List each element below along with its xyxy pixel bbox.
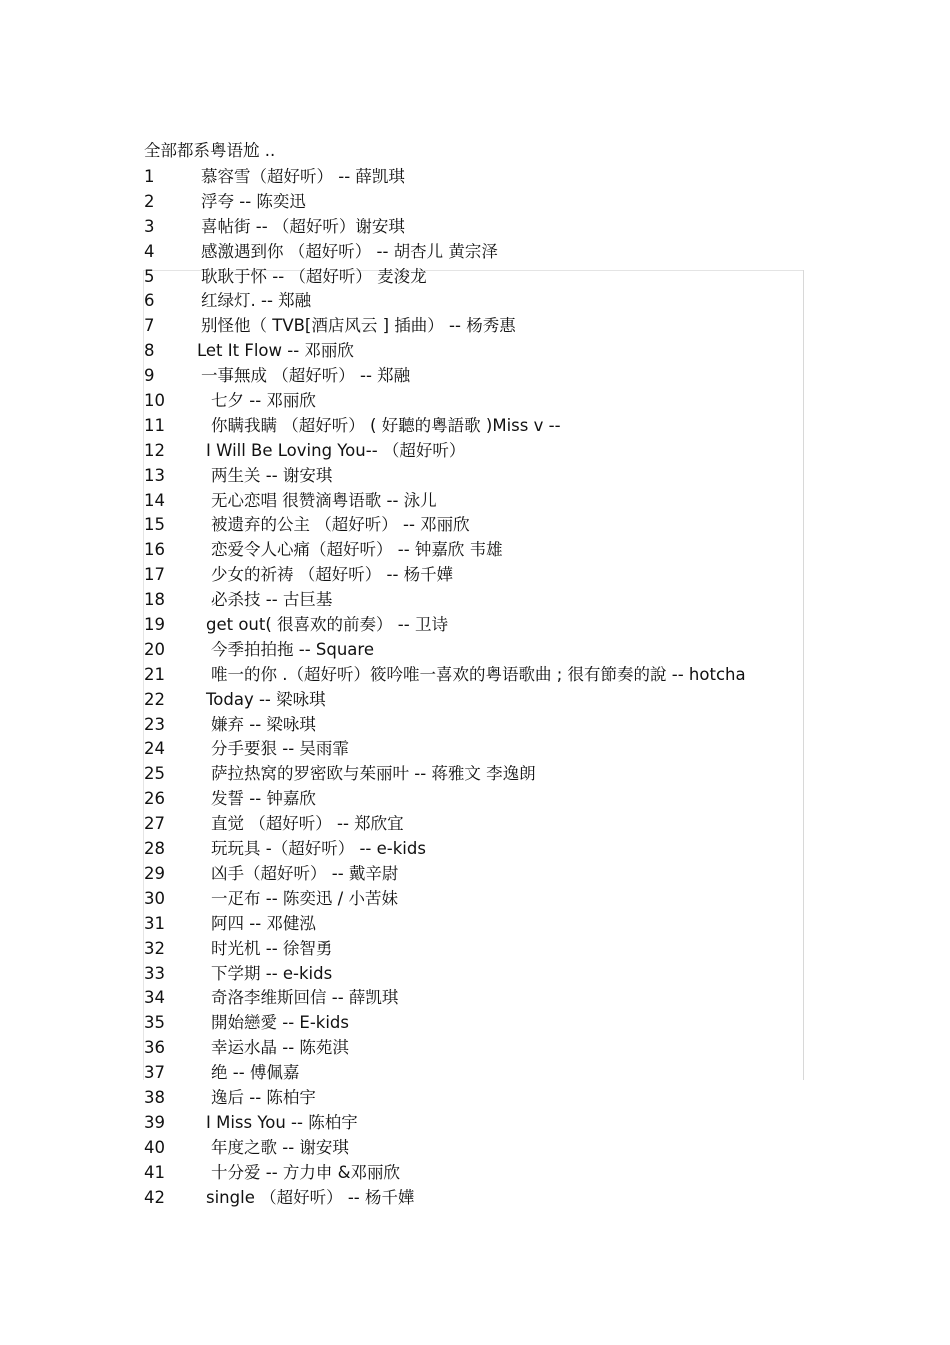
song-row	[144, 489, 804, 514]
song-title-artist: 必杀技 -- 古巨基	[211, 590, 333, 610]
song-title-artist: 慕容雪（超好听） -- 薛凯琪	[201, 167, 405, 186]
song-row	[144, 389, 804, 414]
song-row	[144, 289, 804, 314]
song-number: 5	[144, 266, 155, 286]
song-number: 3	[144, 216, 155, 236]
song-number: 33	[144, 963, 165, 983]
song-row	[144, 1161, 804, 1186]
song-row	[144, 538, 804, 563]
song-number: 24	[144, 739, 165, 759]
song-number: 12	[144, 440, 165, 460]
song-number: 34	[144, 988, 165, 1008]
song-title-artist: 一事無成 （超好听） -- 郑融	[201, 366, 411, 386]
song-title-artist: 七夕 -- 邓丽欣	[211, 391, 316, 411]
song-row	[144, 314, 804, 339]
song-title-artist: 恋爱令人心痛（超好听） -- 钟嘉欣 韦雄	[211, 540, 503, 560]
song-number: 16	[144, 540, 165, 560]
song-row	[144, 464, 804, 489]
song-row	[144, 762, 804, 787]
song-number: 14	[144, 490, 165, 510]
song-title-artist: 被遗弃的公主 （超好听） -- 邓丽欣	[211, 515, 470, 535]
song-row	[144, 912, 804, 937]
song-number: 10	[144, 391, 165, 411]
song-row	[144, 962, 804, 987]
song-row	[144, 613, 804, 638]
song-row	[144, 862, 804, 887]
song-title-artist: 今季拍拍拖 -- Square	[211, 639, 374, 659]
song-row	[144, 713, 804, 738]
song-title-artist: 两生关 -- 谢安琪	[211, 465, 333, 485]
song-title-artist: 直觉 （超好听） -- 郑欣宜	[211, 814, 404, 834]
song-row	[144, 414, 804, 439]
song-title-artist: 幸运水晶 -- 陈苑淇	[211, 1038, 349, 1058]
song-row	[144, 688, 804, 713]
song-number: 13	[144, 465, 165, 485]
song-number: 1	[144, 167, 155, 186]
song-title-artist: 别怪他（ TVB[酒店风云 ] 插曲） -- 杨秀惠	[201, 316, 516, 336]
song-number: 20	[144, 639, 165, 659]
song-row	[144, 638, 804, 663]
song-title-artist: Today -- 梁咏琪	[206, 689, 326, 709]
song-title-artist: 玩玩具 -（超好听） -- e-kids	[211, 839, 426, 859]
song-title-artist: 萨拉热窝的罗密欧与茱丽叶 -- 蒋雅文 李逸朗	[211, 764, 536, 784]
song-row	[144, 240, 804, 265]
song-title-artist: 喜帖街 -- （超好听）谢安琪	[201, 216, 405, 236]
song-row	[144, 364, 804, 389]
song-row	[144, 1186, 804, 1211]
song-title-artist: 浮夸 -- 陈奕迅	[201, 191, 306, 211]
song-row	[144, 563, 804, 588]
song-number: 31	[144, 913, 165, 933]
song-number: 39	[144, 1112, 165, 1132]
song-number: 29	[144, 863, 165, 883]
song-number: 23	[144, 714, 165, 734]
song-row	[144, 1111, 804, 1136]
song-title-artist: I Miss You -- 陈柏宇	[206, 1112, 358, 1132]
song-number: 35	[144, 1013, 165, 1033]
song-title-artist: 凶手（超好听） -- 戴辛尉	[211, 863, 399, 883]
song-title-artist: 年度之歌 -- 谢安琪	[211, 1137, 349, 1157]
song-number: 27	[144, 814, 165, 834]
song-row	[144, 986, 804, 1011]
song-title-artist: 唯一的你 .（超好听）筱吟唯一喜欢的粤语歌曲 ; 很有節奏的說 -- hotcha	[211, 664, 746, 684]
song-title-artist: 奇洛李维斯回信 -- 薛凯琪	[211, 988, 399, 1008]
song-row	[144, 190, 804, 215]
song-number: 9	[144, 366, 155, 386]
song-number: 37	[144, 1063, 165, 1083]
song-number: 22	[144, 689, 165, 709]
song-title-artist: 无心恋唱 很赞滴粤语歌 -- 泳儿	[211, 490, 437, 510]
song-title-artist: 时光机 -- 徐智勇	[211, 938, 333, 958]
song-title-artist: Let It Flow -- 邓丽欣	[197, 341, 354, 361]
song-title-artist: I Will Be Loving You-- （超好听）	[206, 440, 466, 460]
song-row	[144, 737, 804, 762]
song-title-artist: 一疋布 -- 陈奕迅 / 小苦妹	[211, 888, 398, 908]
song-row	[144, 339, 804, 364]
song-number: 28	[144, 839, 165, 859]
song-title-artist: 少女的祈祷 （超好听） -- 杨千嬅	[211, 565, 454, 585]
song-number: 11	[144, 415, 165, 435]
song-row	[144, 1061, 804, 1086]
song-number: 32	[144, 938, 165, 958]
song-number: 7	[144, 316, 155, 336]
song-number: 41	[144, 1162, 165, 1182]
song-row	[144, 439, 804, 464]
song-row	[144, 812, 804, 837]
song-number: 19	[144, 615, 165, 635]
song-row	[144, 837, 804, 862]
song-number: 17	[144, 565, 165, 585]
song-row	[144, 663, 804, 688]
song-row	[144, 887, 804, 912]
song-title-artist: single （超好听） -- 杨千嬅	[206, 1187, 415, 1207]
song-number: 6	[144, 291, 155, 311]
song-row	[144, 937, 804, 962]
song-title-artist: 逸后 -- 陈柏宇	[211, 1087, 316, 1107]
song-title-artist: 下学期 -- e-kids	[211, 963, 333, 983]
song-row	[144, 787, 804, 812]
song-title-artist: 阿四 -- 邓健泓	[211, 913, 316, 933]
song-number: 21	[144, 664, 165, 684]
song-title-artist: 发誓 -- 钟嘉欣	[211, 789, 316, 809]
song-number: 2	[144, 191, 155, 211]
song-number: 25	[144, 764, 165, 784]
song-row	[144, 265, 804, 290]
song-number: 8	[144, 341, 155, 361]
song-title-artist: 開始戀愛 -- E-kids	[211, 1013, 349, 1033]
song-number: 26	[144, 789, 165, 809]
song-title-artist: 红绿灯. -- 郑融	[201, 291, 312, 311]
song-number: 38	[144, 1087, 165, 1107]
song-number: 30	[144, 888, 165, 908]
song-list	[144, 165, 804, 1210]
song-row	[144, 1136, 804, 1161]
song-row	[144, 1011, 804, 1036]
song-row	[144, 1086, 804, 1111]
song-row	[144, 1036, 804, 1061]
song-title-artist: 耿耿于怀 -- （超好听） 麦浚龙	[201, 266, 427, 286]
song-title-artist: 分手要狠 -- 吴雨霏	[211, 739, 349, 759]
page-title: 全部都系粤语尬 ..	[144, 141, 276, 160]
song-title-artist: 嫌弃 -- 梁咏琪	[211, 714, 316, 734]
song-number: 42	[144, 1187, 165, 1207]
song-title-artist: 感激遇到你 （超好听） -- 胡杏儿 黄宗泽	[201, 241, 498, 261]
song-number: 40	[144, 1137, 165, 1157]
song-title-artist: 绝 -- 傅佩嘉	[211, 1063, 300, 1083]
song-title-artist: 十分爱 -- 方力申 &邓丽欣	[211, 1162, 401, 1182]
song-row	[144, 513, 804, 538]
song-title-artist: get out( 很喜欢的前奏） -- 卫诗	[206, 615, 448, 635]
song-row	[144, 165, 804, 190]
song-number: 36	[144, 1038, 165, 1058]
song-number: 4	[144, 241, 155, 261]
song-number: 18	[144, 590, 165, 610]
song-title-artist: 你瞒我瞒 （超好听） ( 好聽的粵語歌 )Miss v --	[211, 415, 561, 435]
song-number: 15	[144, 515, 165, 535]
song-row	[144, 215, 804, 240]
song-row	[144, 588, 804, 613]
